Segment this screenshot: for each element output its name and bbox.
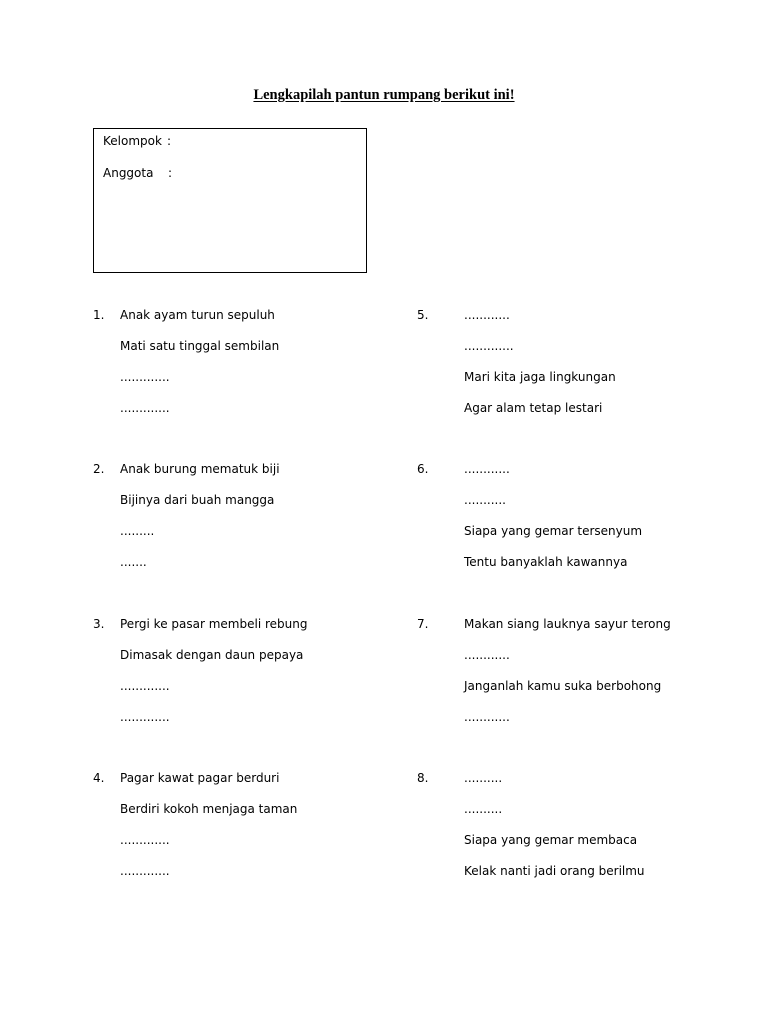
- pantun-line: .......: [120, 555, 147, 569]
- pantun-line: Agar alam tetap lestari: [464, 401, 603, 415]
- pantun-lines: [120, 308, 279, 432]
- pantun-line: Mari kita jaga lingkungan: [464, 370, 616, 384]
- pantun-number: 7.: [417, 617, 429, 631]
- pantun-line: .............: [120, 833, 170, 847]
- anggota-row: [103, 166, 173, 180]
- pantun-lines: [464, 771, 645, 895]
- pantun-lines: [120, 771, 297, 895]
- pantun-line: ............: [464, 710, 510, 724]
- anggota-colon: :: [168, 166, 173, 180]
- group-info-box: [93, 128, 367, 273]
- pantun-lines: [464, 308, 616, 432]
- pantun-line: Pagar kawat pagar berduri: [120, 771, 280, 785]
- pantun-line: Dimasak dengan daun pepaya: [120, 648, 304, 662]
- pantun-line: ..........: [464, 802, 503, 816]
- pantun-line: ..........: [464, 771, 503, 785]
- pantun-line: ...........: [464, 493, 506, 507]
- pantun-line: Anak burung mematuk biji: [120, 462, 280, 476]
- pantun-lines: [464, 462, 642, 586]
- kelompok-colon: :: [167, 134, 172, 148]
- anggota-label: Anggota: [103, 166, 154, 180]
- pantun-line: ............: [464, 462, 510, 476]
- pantun-line: Kelak nanti jadi orang berilmu: [464, 864, 645, 878]
- pantun-line: Mati satu tinggal sembilan: [120, 339, 280, 353]
- kelompok-label: Kelompok: [103, 134, 162, 148]
- pantun-line: .............: [464, 339, 514, 353]
- pantun-line: Siapa yang gemar membaca: [464, 833, 638, 847]
- pantun-line: Janganlah kamu suka berbohong: [464, 679, 662, 693]
- pantun-line: .............: [120, 710, 170, 724]
- pantun-line: Pergi ke pasar membeli rebung: [120, 617, 308, 631]
- pantun-line: .............: [120, 864, 170, 878]
- pantun-number: 3.: [93, 617, 105, 631]
- pantun-line: Makan siang lauknya sayur terong: [464, 617, 671, 631]
- pantun-number: 8.: [417, 771, 429, 785]
- pantun-line: Siapa yang gemar tersenyum: [464, 524, 643, 538]
- pantun-line: .............: [120, 401, 170, 415]
- pantun-line: Anak ayam turun sepuluh: [120, 308, 275, 322]
- pantun-line: .........: [120, 524, 155, 538]
- pantun-number: 2.: [93, 462, 105, 476]
- pantun-number: 5.: [417, 308, 429, 322]
- kelompok-row: [103, 134, 172, 148]
- pantun-lines: [120, 617, 307, 741]
- pantun-line: ............: [464, 308, 510, 322]
- pantun-number: 1.: [93, 308, 105, 322]
- pantun-lines: [120, 462, 280, 586]
- pantun-line: Bijinya dari buah mangga: [120, 493, 275, 507]
- pantun-lines: [464, 617, 671, 741]
- pantun-line: .............: [120, 370, 170, 384]
- pantun-line: .............: [120, 679, 170, 693]
- pantun-number: 4.: [93, 771, 105, 785]
- page-title: Lengkapilah pantun rumpang berikut ini!: [253, 87, 515, 103]
- pantun-line: Tentu banyaklah kawannya: [464, 555, 628, 569]
- pantun-number: 6.: [417, 462, 429, 476]
- pantun-line: ............: [464, 648, 510, 662]
- pantun-line: Berdiri kokoh menjaga taman: [120, 802, 298, 816]
